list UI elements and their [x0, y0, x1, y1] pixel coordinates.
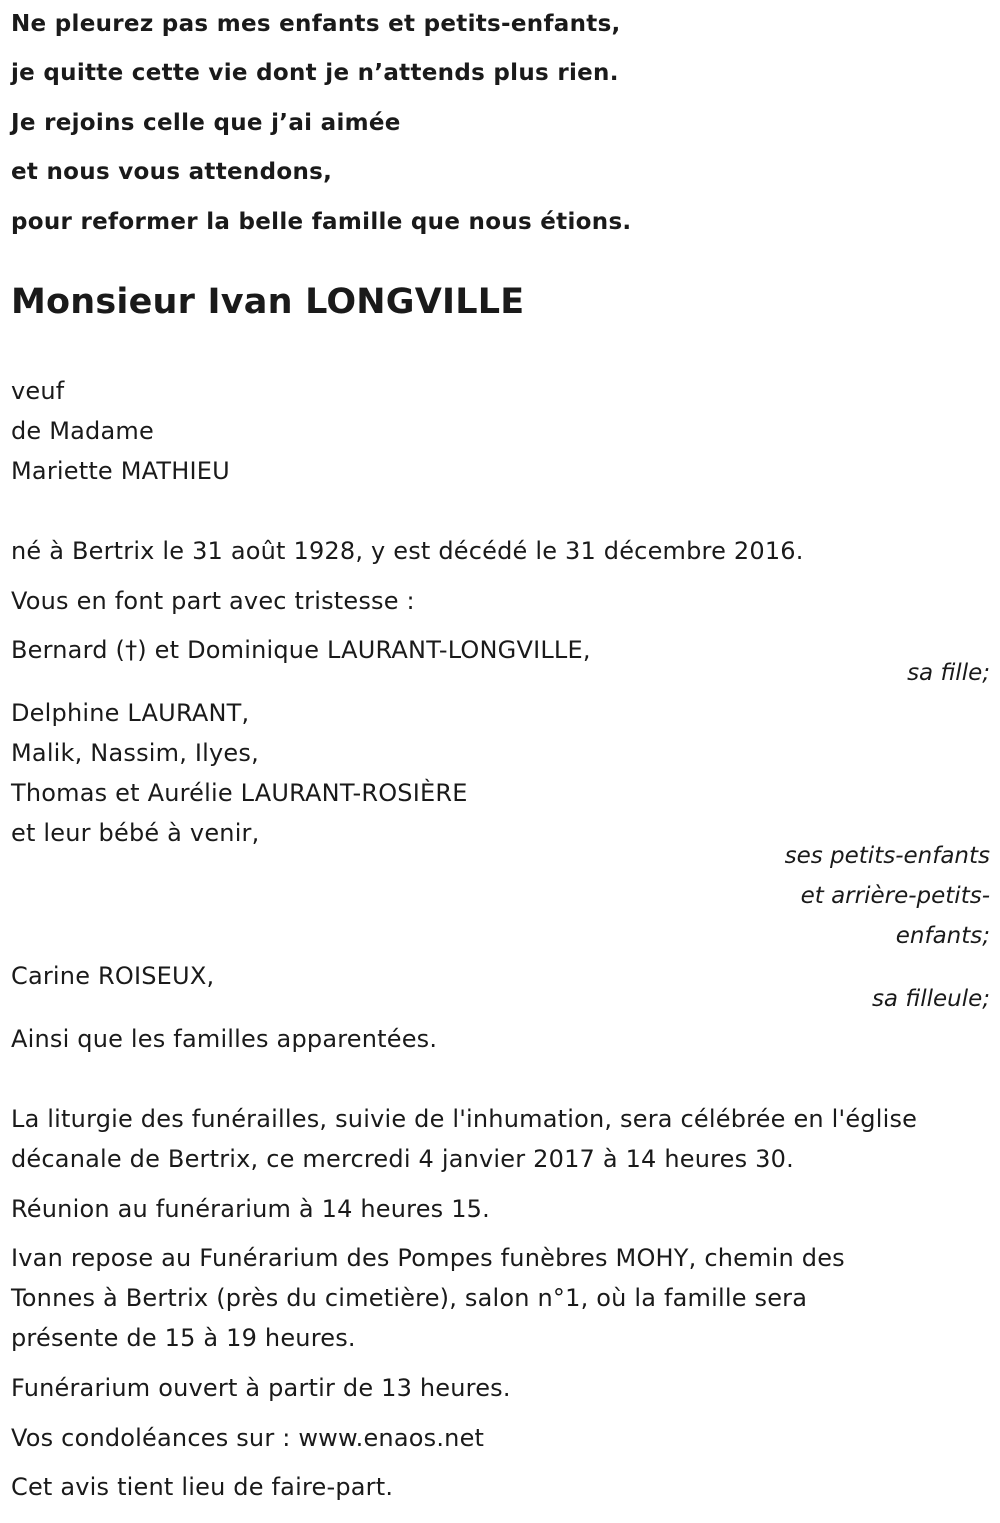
grandchildren-relation-line-1: ses petits-enfants — [784, 843, 990, 869]
deceased-name: Monsieur Ivan LONGVILLE — [11, 282, 525, 322]
grandchild-line-2: Malik, Nassim, Ilyes, — [11, 739, 259, 767]
repose-line-3: présente de 15 à 19 heures. — [11, 1324, 356, 1352]
poem-line-1: Ne pleurez pas mes enfants et petits-enfants, — [11, 11, 621, 37]
liturgy-line-1: La liturgie des funérailles, suivie de l'inhumation, sera célébrée en l'église — [11, 1105, 918, 1133]
condolences-line: Vos condoléances sur : www.enaos.net — [11, 1424, 485, 1452]
cross-icon: † — [125, 636, 138, 664]
widower-line-2: de Madame — [11, 417, 154, 445]
related-families-line: Ainsi que les familles apparentées. — [11, 1025, 438, 1053]
grandchild-line-4: et leur bébé à venir, — [11, 819, 260, 847]
birth-death-line: né à Bertrix le 31 août 1928, y est décédé le 31 décembre 2016. — [11, 537, 804, 565]
widower-line-3: Mariette MATHIEU — [11, 457, 230, 485]
announcement-line: Vous en font part avec tristesse : — [11, 587, 415, 615]
poem-line-3: Je rejoins celle que j’ai aimée — [11, 110, 401, 136]
goddaughter-relation: sa filleule; — [871, 986, 990, 1012]
daughter-line — [11, 636, 591, 664]
grandchild-line-3: Thomas et Aurélie LAURANT-ROSIÈRE — [11, 779, 468, 807]
repose-line-2: Tonnes à Bertrix (près du cimetière), salon n°1, où la famille sera — [11, 1284, 808, 1312]
repose-line-1: Ivan repose au Funérarium des Pompes funèbres MOHY, chemin des — [11, 1244, 845, 1272]
grandchildren-relation-line-2: et arrière-petits- — [800, 883, 990, 909]
grandchild-line-1: Delphine LAURANT, — [11, 699, 250, 727]
closing-line: Cet avis tient lieu de faire-part. — [11, 1473, 394, 1501]
poem-line-2: je quitte cette vie dont je n’attends plus rien. — [11, 60, 619, 86]
daughter-relation: sa fille; — [907, 660, 990, 686]
widower-line-1: veuf — [11, 377, 65, 405]
goddaughter-name: Carine ROISEUX, — [11, 962, 215, 990]
grandchildren-relation-line-3: enfants; — [895, 923, 990, 949]
daughter-name-part-1: Bernard ( — [11, 636, 126, 664]
liturgy-line-2: décanale de Bertrix, ce mercredi 4 janvier 2017 à 14 heures 30. — [11, 1145, 794, 1173]
poem-line-5: pour reformer la belle famille que nous étions. — [11, 209, 632, 235]
opening-hours-line: Funérarium ouvert à partir de 13 heures. — [11, 1374, 511, 1402]
poem-line-4: et nous vous attendons, — [11, 159, 333, 185]
daughter-name-part-2: ) et Dominique LAURANT-LONGVILLE, — [137, 636, 591, 664]
meeting-line: Réunion au funérarium à 14 heures 15. — [11, 1195, 490, 1223]
